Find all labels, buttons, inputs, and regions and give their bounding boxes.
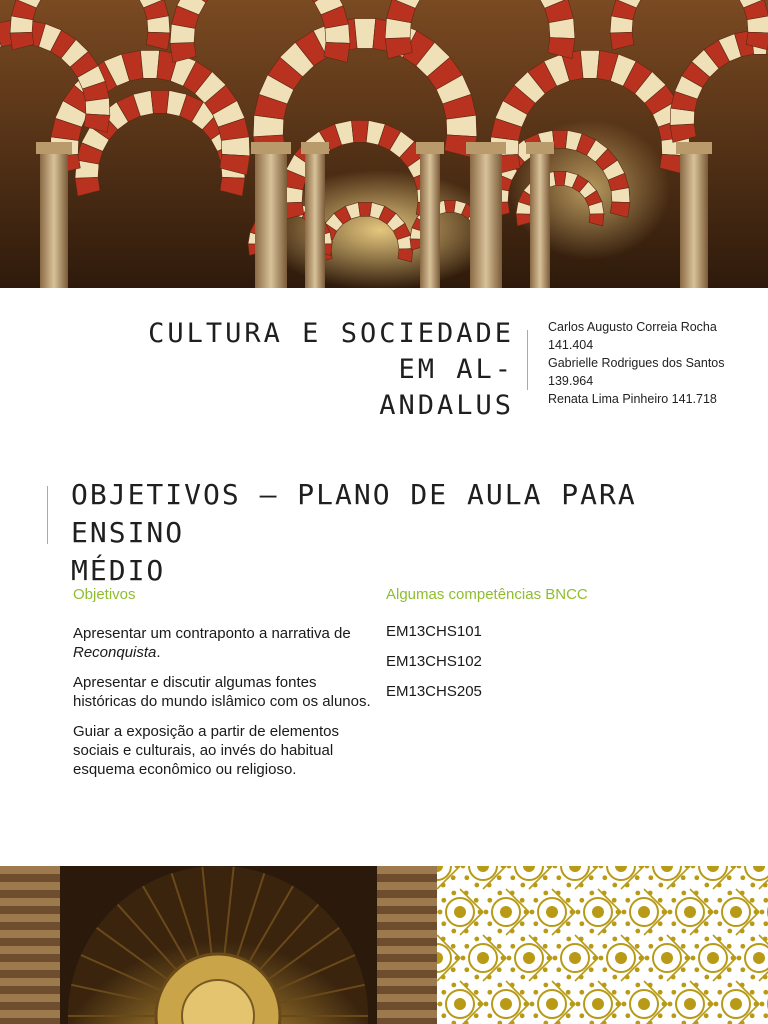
objectives-list bbox=[73, 624, 373, 790]
objective-emphasis: Reconquista bbox=[73, 644, 157, 661]
objectives-heading: Objetivos bbox=[73, 586, 136, 603]
title-line-1: CULTURA E SOCIEDADE EM AL- bbox=[148, 318, 514, 385]
objective-punctuation: . bbox=[156, 644, 161, 661]
presentation-title bbox=[100, 316, 514, 424]
objectives-title-line-2: MÉDIO bbox=[71, 554, 166, 587]
objective-text: Apresentar um contraponto a narrativa de bbox=[73, 625, 351, 642]
bncc-code: EM13CHS102 bbox=[386, 653, 482, 670]
objectives-title-line-1: OBJETIVOS – PLANO DE AULA PARA ENSINO bbox=[71, 478, 637, 549]
title-divider bbox=[527, 330, 528, 390]
author-line: 139.964 bbox=[548, 374, 594, 388]
author-line: Carlos Augusto Correia Rocha bbox=[548, 320, 717, 334]
title-line-2: ANDALUS bbox=[379, 390, 514, 421]
author-line: Gabrielle Rodrigues dos Santos bbox=[548, 356, 725, 370]
bncc-list bbox=[386, 622, 686, 712]
bncc-code: EM13CHS205 bbox=[386, 683, 482, 700]
author-line: Renata Lima Pinheiro 141.718 bbox=[548, 392, 717, 406]
objective-item: Guiar a exposição a partir de elementos sociais e culturais, ao invés do habitual esquema econômico ou religioso. bbox=[73, 723, 339, 778]
bncc-code: EM13CHS101 bbox=[386, 623, 482, 640]
bncc-heading: Algumas competências BNCC bbox=[386, 586, 588, 603]
objectives-title bbox=[71, 476, 751, 590]
author-line: 141.404 bbox=[548, 338, 594, 352]
dome-image bbox=[0, 866, 437, 1024]
objective-item: Apresentar e discutir algumas fontes históricas do mundo islâmico com os alunos. bbox=[73, 674, 371, 710]
objectives-divider bbox=[47, 486, 48, 544]
geometric-pattern-image bbox=[437, 866, 768, 1024]
hero-arches-image bbox=[0, 0, 768, 288]
authors-list bbox=[548, 318, 758, 408]
objective-item bbox=[73, 624, 373, 662]
